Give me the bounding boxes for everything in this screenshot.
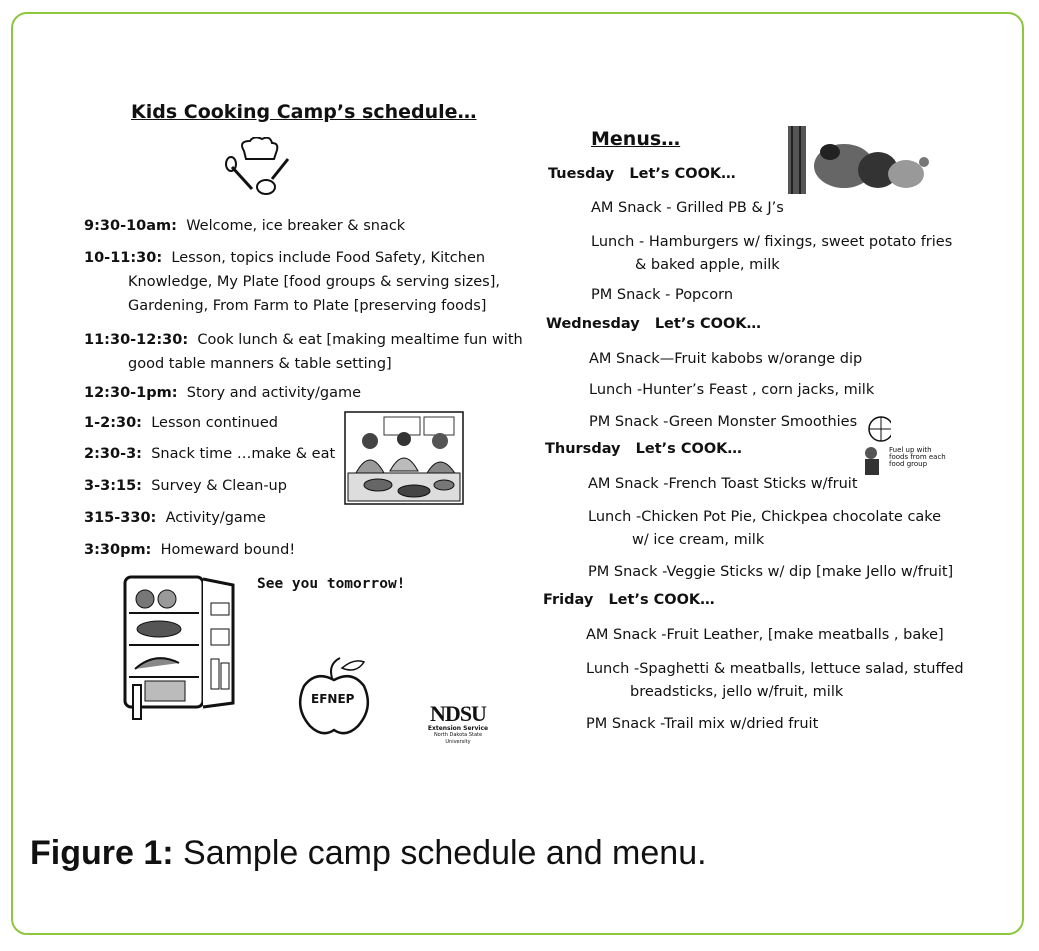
caption-label: Figure 1: (30, 834, 174, 872)
schedule-row: 3-3:15: Survey & Clean-up (84, 478, 287, 494)
menu-item: Lunch - Hamburgers w/ fixings, sweet potato fries & baked apple, milk (591, 234, 953, 273)
efnep-label: EFNEP (311, 692, 355, 706)
vegetables-image (786, 126, 940, 196)
schedule-row: 2:30-3: Snack time …make & eat (84, 446, 336, 462)
menu-day-wednesday: Wednesday Let’s COOK… (546, 316, 762, 332)
ndsu-university-label: North Dakota State University (433, 732, 483, 745)
schedule-row: 315-330: Activity/game (84, 510, 266, 526)
figure-caption (30, 834, 707, 873)
caption-text: Sample camp schedule and menu. (173, 834, 707, 872)
menu-item: AM Snack—Fruit kabobs w/orange dip (589, 351, 863, 367)
refrigerator-illustration (115, 573, 240, 730)
chef-utensils-icon (222, 137, 300, 199)
fuel-up-note: Fuel up with foods from each food group (889, 446, 946, 468)
menu-item: AM Snack - Grilled PB & J’s (591, 200, 784, 216)
schedule-row: 3:30pm: Homeward bound! (84, 542, 296, 558)
menu-day-friday: Friday Let’s COOK… (543, 592, 715, 608)
menu-item: PM Snack -Trail mix w/dried fruit (586, 716, 819, 732)
menu-item: PM Snack -Green Monster Smoothies (589, 414, 858, 430)
menus-title: Menus… (591, 128, 681, 150)
menu-item: PM Snack - Popcorn (591, 287, 734, 303)
schedule-title: Kids Cooking Camp’s schedule… (131, 101, 477, 123)
myplate-kid-icon (859, 415, 891, 481)
menu-day-tuesday: Tuesday Let’s COOK… (548, 166, 736, 182)
schedule-row: 12:30-1pm: Story and activity/game (84, 385, 362, 401)
menu-item: PM Snack -Veggie Sticks w/ dip [make Jello w/fruit] (588, 564, 954, 580)
ndsu-extension-label: Extension Service (427, 725, 489, 732)
ndsu-wordmark: NDSU (430, 701, 486, 726)
ndsu-logo (424, 703, 492, 743)
menu-item: Lunch -Chicken Pot Pie, Chickpea chocolate cake w/ ice cream, milk (588, 509, 942, 548)
menu-day-thursday: Thursday Let’s COOK… (545, 441, 742, 457)
kids-cooking-illustration (344, 411, 464, 505)
schedule-row: 1-2:30: Lesson continued (84, 415, 278, 431)
menu-item: AM Snack -French Toast Sticks w/fruit (588, 476, 858, 492)
schedule-row: 11:30-12:30: Cook lunch & eat [making mealtime fun with good table manners & table setting] (84, 332, 523, 372)
see-you-tomorrow: See you tomorrow! (257, 576, 406, 592)
menu-item: Lunch -Spaghetti & meatballs, lettuce salad, stuffed breadsticks, jello w/fruit, milk (586, 661, 964, 700)
schedule-row: 10-11:30: Lesson, topics include Food Safety, Kitchen Knowledge, My Plate [food groups & serving sizes], Gardening, From Farm to Plate [preserving foods] (84, 250, 500, 314)
menu-item: Lunch -Hunter’s Feast , corn jacks, milk (589, 382, 875, 398)
menu-item: AM Snack -Fruit Leather, [make meatballs , bake] (586, 627, 944, 643)
schedule-row: 9:30-10am: Welcome, ice breaker & snack (84, 218, 406, 234)
